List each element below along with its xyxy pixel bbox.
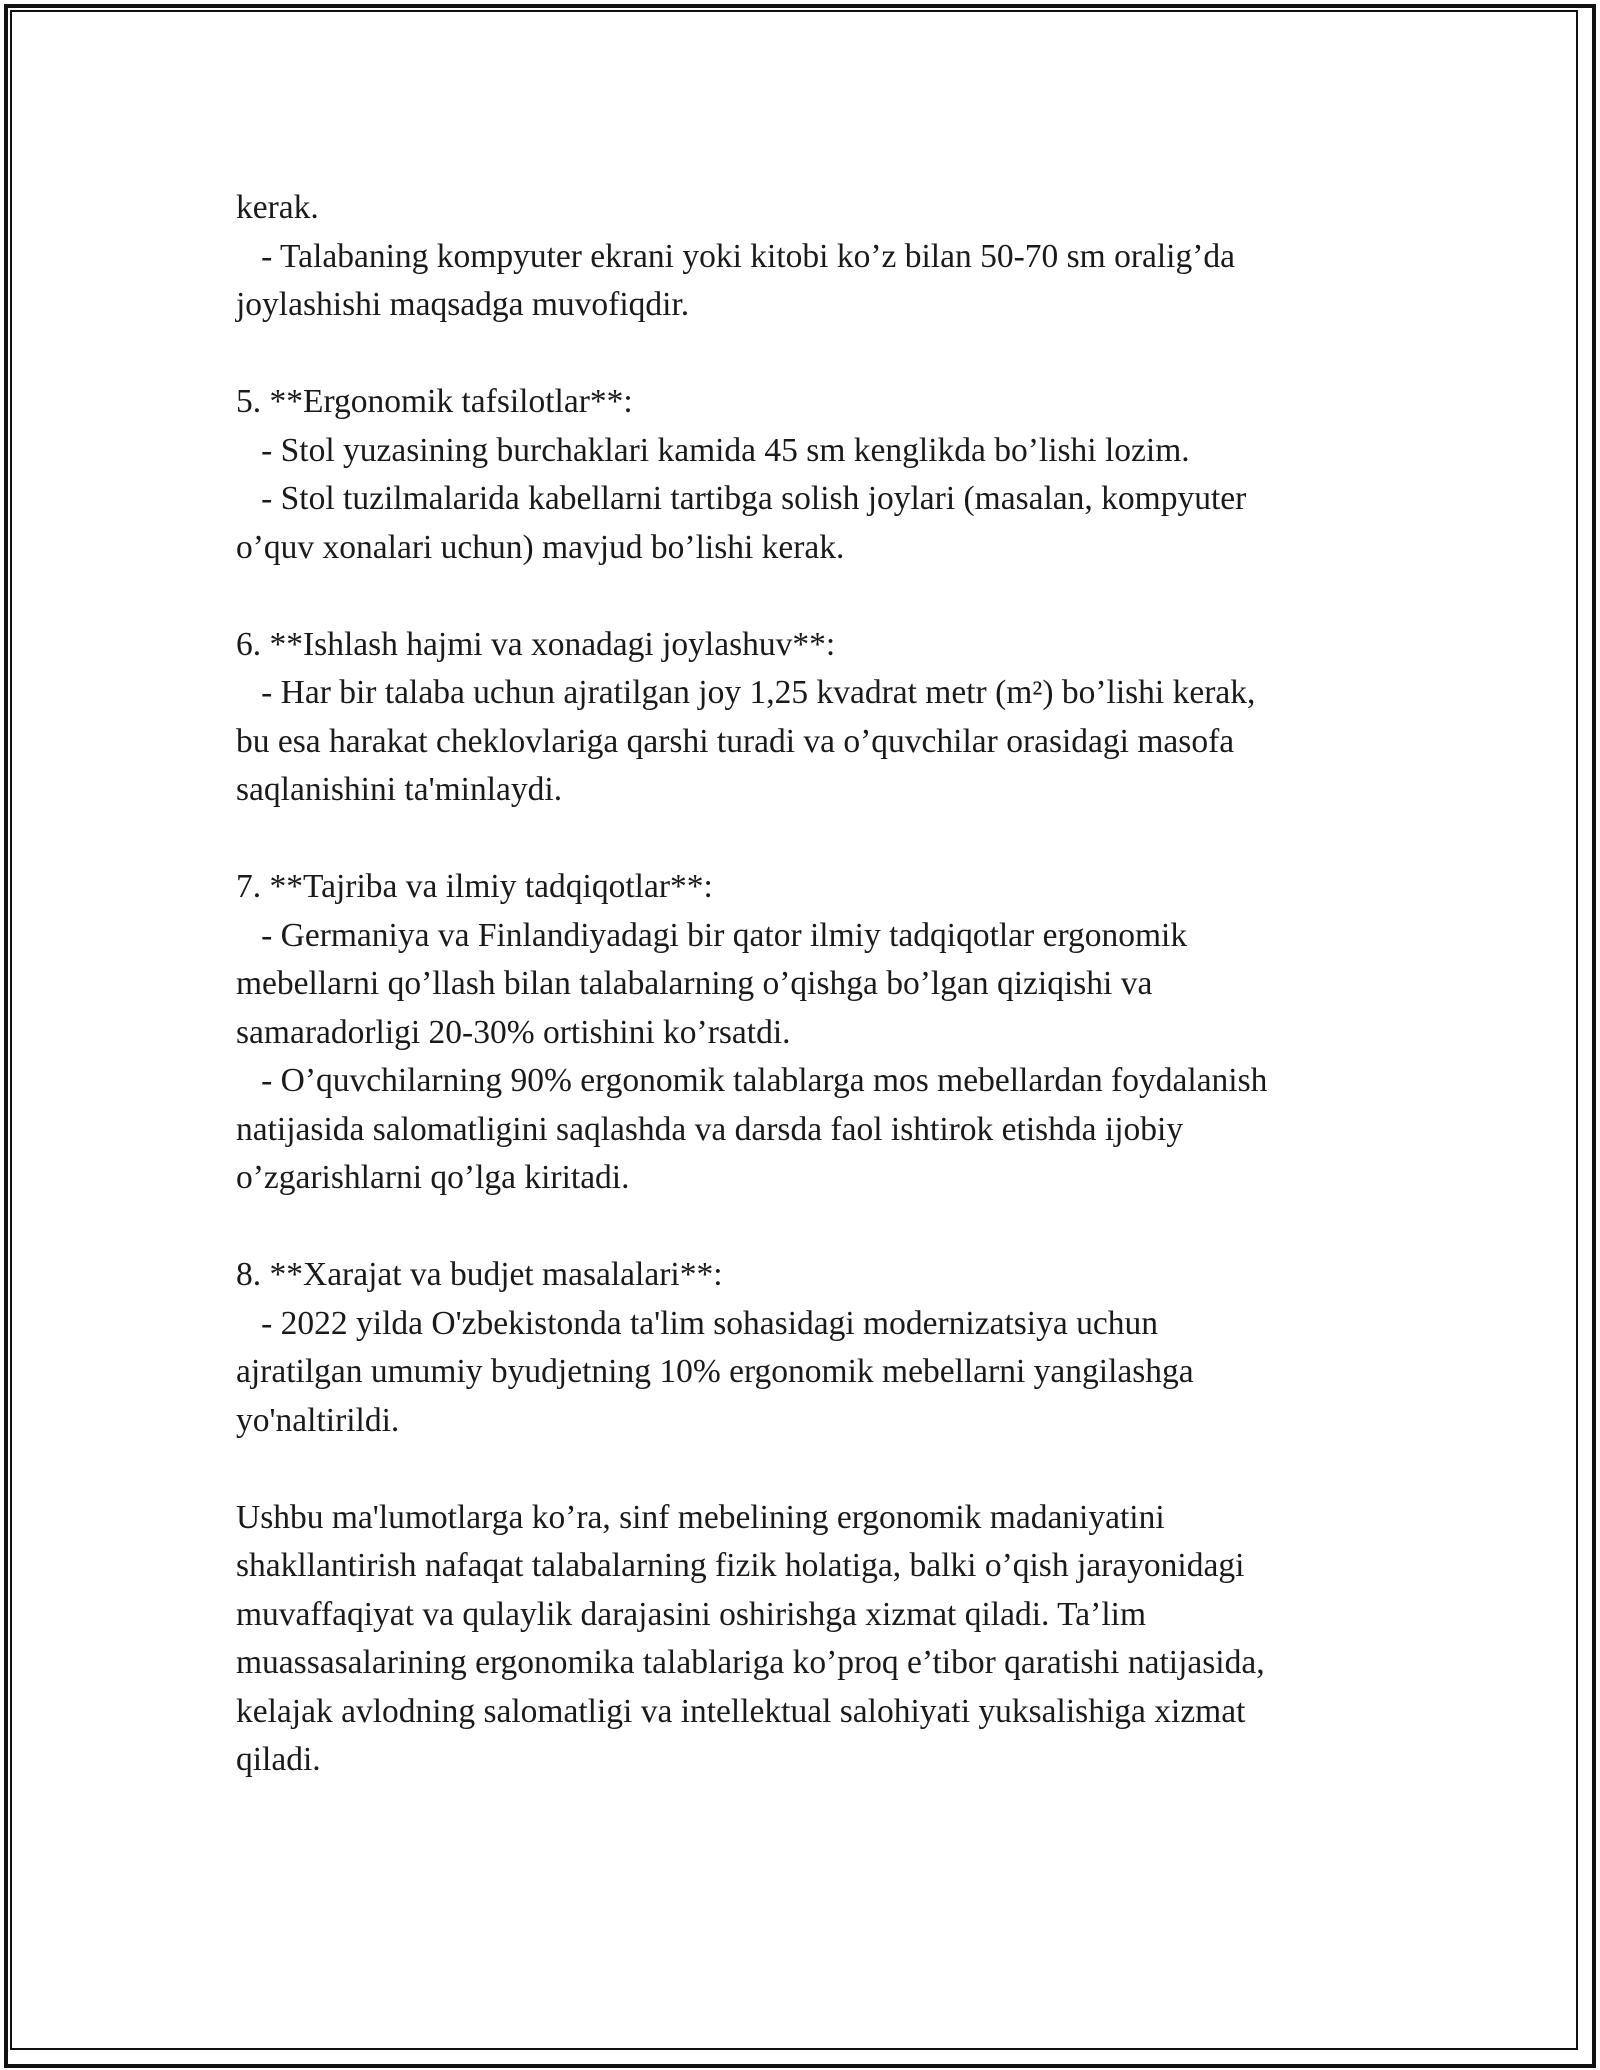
text-line: - Talabaning kompyuter ekrani yoki kitobi ko’z bilan 50-70 sm oralig’da <box>236 237 1236 275</box>
paragraph-gap <box>236 1203 1396 1252</box>
paragraph <box>236 1494 1396 1785</box>
text-line: - Stol tuzilmalarida kabellarni tartibga solish joylari (masalan, kompyuter <box>236 480 1247 517</box>
paragraph-gap <box>236 815 1396 864</box>
text-line: muvaffaqiyat va qulaylik darajasini oshirishga xizmat qiladi. Ta’lim <box>236 1595 1146 1633</box>
text-line: bu esa harakat cheklovlariga qarshi turadi va o’quvchilar orasidagi masofa <box>236 722 1235 760</box>
text-line: muassasalarining ergonomika talablariga ko’proq e’tibor qaratishi natijasida, <box>236 1644 1265 1681</box>
text-line: 8. **Xarajat va budjet masalalari**: <box>236 1256 723 1293</box>
text-line: yo'naltirildi. <box>236 1401 400 1439</box>
text-line: o’quv xonalari uchun) mavjud bo’lishi kerak. <box>236 528 845 566</box>
text-line: qiladi. <box>236 1741 321 1778</box>
paragraph <box>236 863 1396 1203</box>
document-body <box>236 184 1396 1785</box>
text-line: - Germaniya va Finlandiyadagi bir qator ilmiy tadqiqotlar ergonomik <box>236 916 1188 954</box>
text-line: o’zgarishlarni qo’lga kiritadi. <box>236 1159 630 1196</box>
paragraph <box>236 378 1396 572</box>
text-line: saqlanishini ta'minlaydi. <box>236 771 563 808</box>
text-line: joylashishi maqsadga muvofiqdir. <box>236 286 690 323</box>
text-line: shakllantirish nafaqat talabalarning fizik holatiga, balki o’qish jarayonidagi <box>236 1547 1245 1584</box>
text-line: mebellarni qo’llash bilan talabalarning o’qishga bo’lgan qiziqishi va <box>236 965 1153 1002</box>
paragraph-gap <box>236 1445 1396 1494</box>
paragraph <box>236 1251 1396 1445</box>
text-line: samaradorligi 20-30% ortishini ko’rsatdi. <box>236 1013 791 1051</box>
text-line: 7. **Tajriba va ilmiy tadqiqotlar**: <box>236 868 713 905</box>
text-line: - Stol yuzasining burchaklari kamida 45 sm kenglikda bo’lishi lozim. <box>236 431 1190 469</box>
text-line: 6. **Ishlash hajmi va xonadagi joylashuv**: <box>236 625 836 663</box>
text-line: 5. **Ergonomik tafsilotlar**: <box>236 383 633 420</box>
paragraph-gap <box>236 330 1396 379</box>
text-line: ajratilgan umumiy byudjetning 10% ergonomik mebellarni yangilashga <box>236 1353 1194 1390</box>
paragraph <box>236 184 1396 330</box>
text-line: kerak. <box>236 189 319 226</box>
text-line: kelajak avlodning salomatligi va intellektual salohiyati yuksalishiga xizmat <box>236 1692 1246 1730</box>
paragraph-gap <box>236 572 1396 621</box>
text-line: Ushbu ma'lumotlarga ko’ra, sinf mebelining ergonomik madaniyatini <box>236 1498 1165 1536</box>
text-line: - Har bir talaba uchun ajratilgan joy 1,25 kvadrat metr (m²) bo’lishi kerak, <box>236 674 1256 711</box>
text-line: - O’quvchilarning 90% ergonomik talablarga mos mebellardan foydalanish <box>236 1062 1268 1099</box>
text-line: natijasida salomatligini saqlashda va darsda faol ishtirok etishda ijobiy <box>236 1110 1184 1148</box>
paragraph <box>236 621 1396 815</box>
text-line: - 2022 yilda O'zbekistonda ta'lim sohasidagi modernizatsiya uchun <box>236 1304 1158 1342</box>
